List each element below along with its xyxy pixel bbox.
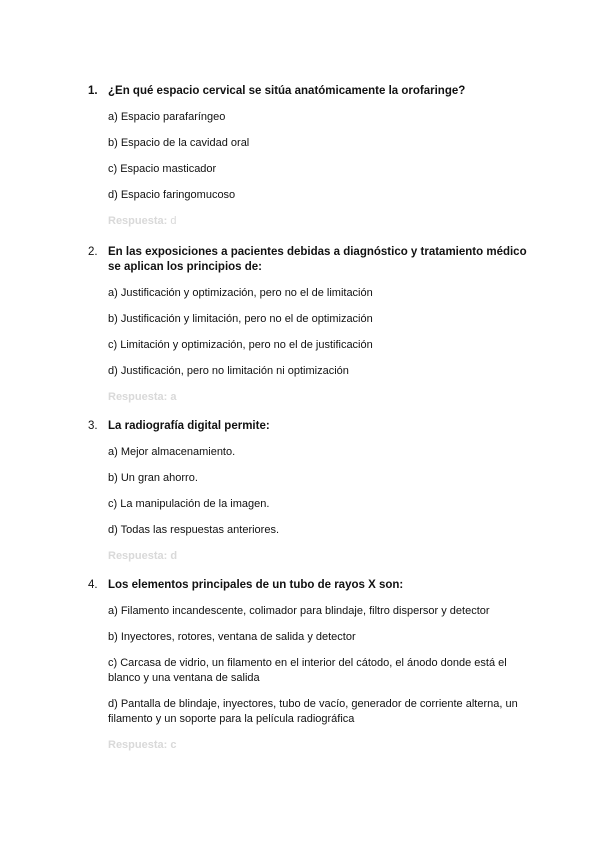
answer [108, 390, 528, 405]
options-list [108, 110, 528, 203]
option-c: c) Limitación y optimización, pero no el de justificación [108, 339, 373, 351]
answer-letter: c [170, 739, 177, 751]
question-heading [88, 84, 528, 99]
answer-letter: d [170, 215, 177, 227]
option-a: a) Mejor almacenamiento. [108, 446, 236, 458]
answer [108, 738, 528, 753]
question-2 [88, 245, 528, 405]
option-c: c) Carcasa de vidrio, un filamento en el interior del cátodo, el ánodo donde está el blanco y una ventana de salida [108, 657, 507, 684]
option-b: b) Espacio de la cavidad oral [108, 137, 250, 149]
answer [108, 549, 528, 564]
answer-label: Respuesta: [108, 739, 168, 751]
question-number: 1. [88, 85, 98, 97]
answer-label: Respuesta: [108, 215, 168, 227]
options-list [108, 286, 528, 379]
question-number: 4. [88, 579, 98, 591]
question-heading [88, 578, 528, 593]
option-d: d) Justificación, pero no limitación ni optimización [108, 365, 349, 377]
answer-label: Respuesta: [108, 550, 168, 562]
option-d: d) Espacio faringomucoso [108, 189, 236, 201]
question-number: 2. [88, 246, 98, 258]
option-a: a) Espacio parafaríngeo [108, 111, 226, 123]
question-text: En las exposiciones a pacientes debidas a diagnóstico y tratamiento médico se aplican los principios de: [108, 246, 527, 273]
question-3 [88, 419, 528, 564]
option-b: b) Justificación y limitación, pero no el de optimización [108, 313, 373, 325]
question-text: Los elementos principales de un tubo de rayos X son: [108, 579, 404, 591]
question-4 [88, 578, 528, 753]
options-list [108, 445, 528, 538]
question-text: ¿En qué espacio cervical se sitúa anatómicamente la orofaringe? [108, 85, 466, 97]
question-text: La radiografía digital permite: [108, 420, 270, 432]
option-c: c) La manipulación de la imagen. [108, 498, 270, 510]
answer [108, 214, 528, 229]
option-c: c) Espacio masticador [108, 163, 217, 175]
option-d: d) Todas las respuestas anteriores. [108, 524, 279, 536]
question-heading [88, 419, 528, 434]
answer-letter: a [170, 391, 177, 403]
options-list [108, 604, 528, 727]
option-a: a) Filamento incandescente, colimador para blindaje, filtro dispersor y detector [108, 605, 490, 617]
option-d: d) Pantalla de blindaje, inyectores, tubo de vacío, generador de corriente alterna, un filamento y un soporte para la película radiográfica [108, 698, 518, 725]
question-number: 3. [88, 420, 98, 432]
question-1 [88, 84, 528, 229]
question-heading [88, 245, 528, 275]
option-b: b) Inyectores, rotores, ventana de salida y detector [108, 631, 356, 643]
option-b: b) Un gran ahorro. [108, 472, 198, 484]
answer-letter: d [170, 550, 178, 562]
option-a: a) Justificación y optimización, pero no el de limitación [108, 287, 373, 299]
answer-label: Respuesta: [108, 391, 168, 403]
